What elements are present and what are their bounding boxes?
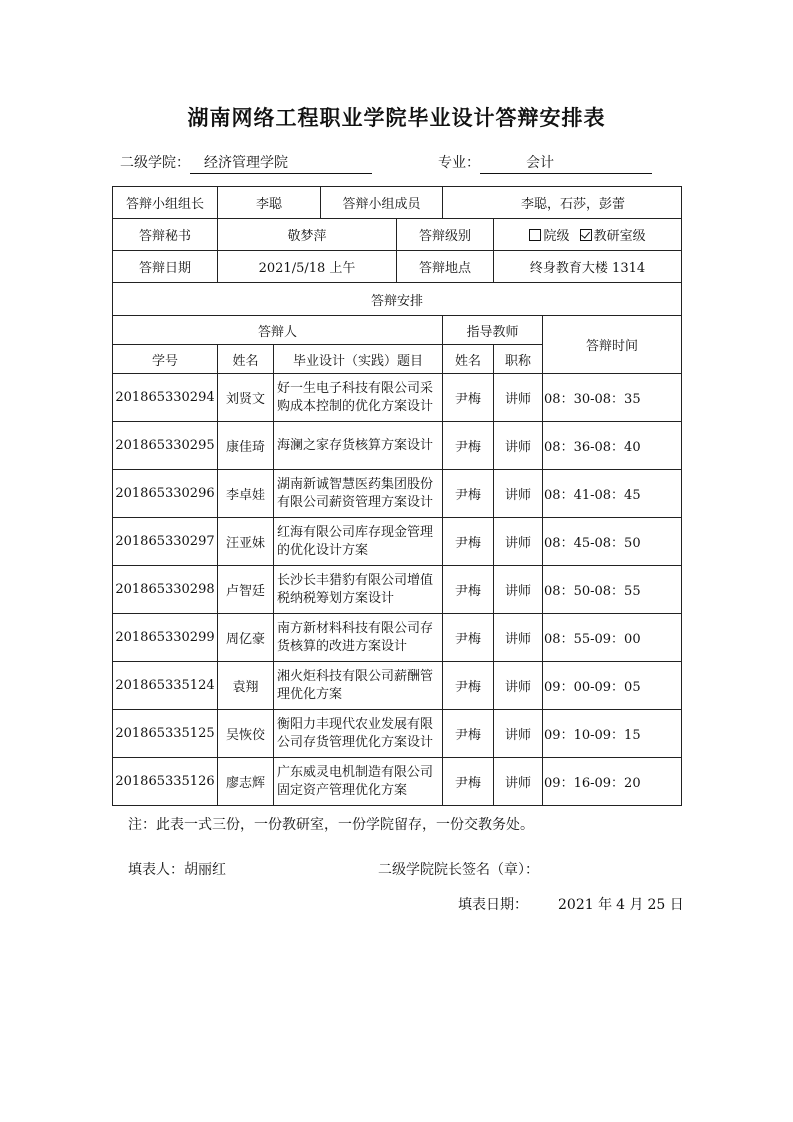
leader-label: 答辩小组组长 xyxy=(113,187,218,219)
info-row-secretary xyxy=(113,219,682,251)
table-row xyxy=(113,374,682,422)
advisor-name: 尹梅 xyxy=(443,566,494,614)
student-id: 201865330296 xyxy=(113,470,218,518)
thesis-topic: 长沙长丰猎豹有限公司增值税纳税筹划方案设计 xyxy=(274,566,443,614)
table-row xyxy=(113,710,682,758)
advisor-title: 讲师 xyxy=(494,614,543,662)
time-header: 答辩时间 xyxy=(543,316,682,374)
checkbox-checked-icon[interactable] xyxy=(580,229,592,241)
members-value: 李聪，石莎，彭蕾 xyxy=(443,187,682,219)
col-topic-header: 毕业设计（实践）题目 xyxy=(274,345,443,374)
student-name: 李卓娃 xyxy=(218,470,274,518)
col-advisor-title-header: 职称 xyxy=(494,345,543,374)
date-value: 2021/5/18 上午 xyxy=(218,251,397,283)
defender-header: 答辩人 xyxy=(113,316,443,345)
page-title: 湖南网络工程职业学院毕业设计答辩安排表 xyxy=(187,105,606,130)
filler-name: 填表人：胡丽红 xyxy=(128,862,226,878)
fill-date xyxy=(458,894,688,914)
level-option-office: 教研室级 xyxy=(593,229,646,244)
department-label: 二级学院： xyxy=(120,155,190,171)
major-field xyxy=(438,152,652,174)
table-row xyxy=(113,614,682,662)
fill-month: 4 月 xyxy=(616,897,644,913)
secretary-value: 敬梦萍 xyxy=(218,219,397,251)
table-row xyxy=(113,758,682,806)
advisor-title: 讲师 xyxy=(494,422,543,470)
advisor-name: 尹梅 xyxy=(443,758,494,806)
student-name: 袁翔 xyxy=(218,662,274,710)
table-row xyxy=(113,518,682,566)
student-id: 201865330294 xyxy=(113,374,218,422)
level-label: 答辩级别 xyxy=(397,219,494,251)
thesis-topic: 好一生电子科技有限公司采购成本控制的优化方案设计 xyxy=(274,374,443,422)
advisor-name: 尹梅 xyxy=(443,422,494,470)
advisor-title: 讲师 xyxy=(494,566,543,614)
thesis-topic: 南方新材料科技有限公司存货核算的改进方案设计 xyxy=(274,614,443,662)
student-id: 201865335126 xyxy=(113,758,218,806)
advisor-header: 指导教师 xyxy=(443,316,543,345)
fill-day: 25 日 xyxy=(647,897,684,913)
col-advisor-name-header: 姓名 xyxy=(443,345,494,374)
student-name: 康佳琦 xyxy=(218,422,274,470)
section-title: 答辩安排 xyxy=(113,283,682,316)
defense-time: 08：41-08：45 xyxy=(543,470,682,518)
table-row xyxy=(113,662,682,710)
advisor-name: 尹梅 xyxy=(443,518,494,566)
advisor-title: 讲师 xyxy=(494,470,543,518)
level-option-college: 院级 xyxy=(543,229,570,244)
secretary-label: 答辩秘书 xyxy=(113,219,218,251)
defense-schedule-table xyxy=(112,186,682,806)
defense-time: 08：55-09：00 xyxy=(543,614,682,662)
student-id: 201865335125 xyxy=(113,710,218,758)
info-row-date xyxy=(113,251,682,283)
place-label: 答辩地点 xyxy=(397,251,494,283)
table-row xyxy=(113,470,682,518)
major-label: 专业： xyxy=(438,155,480,171)
defense-time: 08：30-08：35 xyxy=(543,374,682,422)
advisor-name: 尹梅 xyxy=(443,614,494,662)
thesis-topic: 衡阳力丰现代农业发展有限公司存货管理优化方案设计 xyxy=(274,710,443,758)
col-id-header: 学号 xyxy=(113,345,218,374)
table-row xyxy=(113,566,682,614)
student-id: 201865330298 xyxy=(113,566,218,614)
members-label: 答辩小组成员 xyxy=(321,187,443,219)
student-name: 周亿豪 xyxy=(218,614,274,662)
student-name: 汪亚妹 xyxy=(218,518,274,566)
student-id: 201865330295 xyxy=(113,422,218,470)
info-row-leader xyxy=(113,187,682,219)
student-name: 廖志辉 xyxy=(218,758,274,806)
defense-time: 08：36-08：40 xyxy=(543,422,682,470)
date-label: 答辩日期 xyxy=(113,251,218,283)
note-text: 注：此表一式三份，一份教研室，一份学院留存，一份交教务处。 xyxy=(128,817,534,833)
advisor-name: 尹梅 xyxy=(443,662,494,710)
level-options xyxy=(494,219,682,251)
student-name: 吴恢佼 xyxy=(218,710,274,758)
student-name: 卢智廷 xyxy=(218,566,274,614)
table-row xyxy=(113,422,682,470)
advisor-name: 尹梅 xyxy=(443,710,494,758)
student-id: 201865330297 xyxy=(113,518,218,566)
checkbox-unchecked-icon[interactable] xyxy=(529,229,541,241)
advisor-name: 尹梅 xyxy=(443,374,494,422)
student-name: 刘贤文 xyxy=(218,374,274,422)
thesis-topic: 红海有限公司库存现金管理的优化设计方案 xyxy=(274,518,443,566)
advisor-title: 讲师 xyxy=(494,374,543,422)
fill-year: 2021 年 xyxy=(558,897,613,913)
thesis-topic: 海澜之家存货核算方案设计 xyxy=(274,422,443,470)
col-name-header: 姓名 xyxy=(218,345,274,374)
department-field xyxy=(120,152,372,174)
advisor-title: 讲师 xyxy=(494,662,543,710)
fill-date-label: 填表日期： xyxy=(458,897,528,913)
thesis-topic: 湘火炬科技有限公司薪酬管理优化方案 xyxy=(274,662,443,710)
advisor-name: 尹梅 xyxy=(443,470,494,518)
section-title-row xyxy=(113,283,682,316)
defense-time: 09：00-09：05 xyxy=(543,662,682,710)
defense-time: 08：50-08：55 xyxy=(543,566,682,614)
major-value: 会计 xyxy=(480,152,652,174)
leader-value: 李聪 xyxy=(218,187,321,219)
advisor-title: 讲师 xyxy=(494,518,543,566)
advisor-title: 讲师 xyxy=(494,758,543,806)
department-value: 经济管理学院 xyxy=(190,152,372,174)
dean-signature: 二级学院院长签名（章）： xyxy=(378,862,539,878)
defense-time: 09：16-09：20 xyxy=(543,758,682,806)
header-row-1 xyxy=(113,316,682,345)
thesis-topic: 湖南新诚智慧医药集团股份有限公司薪资管理方案设计 xyxy=(274,470,443,518)
place-value: 终身教育大楼 1314 xyxy=(494,251,682,283)
defense-time: 08：45-08：50 xyxy=(543,518,682,566)
student-id: 201865335124 xyxy=(113,662,218,710)
thesis-topic: 广东威灵电机制造有限公司固定资产管理优化方案 xyxy=(274,758,443,806)
student-id: 201865330299 xyxy=(113,614,218,662)
defense-time: 09：10-09：15 xyxy=(543,710,682,758)
advisor-title: 讲师 xyxy=(494,710,543,758)
